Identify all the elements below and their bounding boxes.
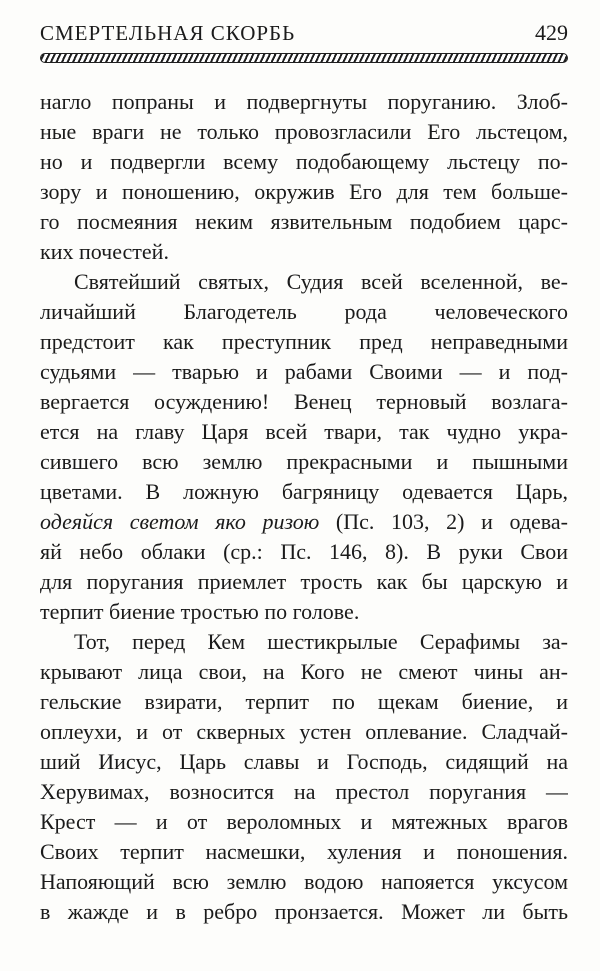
body-text: ется на главу Царя всей твари, так чудно укра- (40, 419, 568, 444)
body-text: яй небо облаки (ср.: Пс. 146, 8). В руки Свои (40, 539, 568, 564)
text-line (40, 657, 568, 687)
text-line (40, 747, 568, 777)
text-line (40, 297, 568, 327)
body-text: но и подвергли всему подобающему льстецу по- (40, 149, 568, 174)
text-line (40, 357, 568, 387)
quote-italic-text: одеяйся светом яко ризою (40, 509, 320, 534)
body-text: в жажде и в ребро пронзается. Может ли быть (40, 899, 568, 924)
body-text: для поругания приемлет трость как бы царскую и (40, 569, 568, 594)
body-text: вергается осуждению! Венец терновый возлага- (40, 389, 568, 414)
text-block (40, 87, 568, 927)
body-text: Тот, перед Кем шестикрылые Серафимы за- (74, 629, 568, 654)
text-line (40, 147, 568, 177)
body-text: (Пс. 103, 2) и одева- (319, 509, 568, 534)
body-text: цветами. В ложную багряницу одевается Царь, (40, 479, 568, 504)
rope-divider (40, 53, 568, 63)
chapter-title: СМЕРТЕЛЬНАЯ СКОРБЬ (40, 21, 296, 45)
body-text: терпит биение тростью по голове. (40, 599, 360, 624)
body-text: Херувимах, возносится на престол поругания — (40, 779, 568, 804)
text-line (40, 897, 568, 927)
running-head (40, 20, 568, 46)
text-line (40, 837, 568, 867)
body-text: зору и поношению, окружив Его для тем больше- (40, 179, 568, 204)
text-line (40, 327, 568, 357)
text-line (40, 537, 568, 567)
paragraph (40, 267, 568, 627)
page-content (40, 20, 568, 927)
text-line (40, 867, 568, 897)
text-line (40, 177, 568, 207)
body-text: Крест — и от вероломных и мятежных врагов (40, 809, 568, 834)
text-line (40, 267, 568, 297)
text-line (40, 687, 568, 717)
body-text: го посмеяния неким язвительным подобием царс- (40, 209, 568, 234)
body-text: Святейший святых, Судия всей вселенной, ве- (74, 269, 568, 294)
text-line (40, 87, 568, 117)
text-line (40, 567, 568, 597)
body-text: судьями — тварью и рабами Своими — и под- (40, 359, 568, 384)
text-line (40, 807, 568, 837)
body-text: гельские взирати, терпит по щекам биение, и (40, 689, 568, 714)
text-line (40, 627, 568, 657)
body-text: оплеухи, и от скверных устен оплевание. Сладчай- (40, 719, 568, 744)
body-text: личайший Благодетель рода человеческого (40, 299, 568, 324)
body-text: ких почестей. (40, 239, 169, 264)
body-text: нагло попраны и подвергнуты поруганию. Злоб- (40, 89, 568, 114)
text-line (40, 507, 568, 537)
text-line (40, 777, 568, 807)
text-line (40, 477, 568, 507)
body-text: Своих терпит насмешки, хуления и поношения. (40, 839, 568, 864)
text-line (40, 717, 568, 747)
text-line (40, 207, 568, 237)
page-number: 429 (535, 20, 568, 45)
text-line (40, 117, 568, 147)
text-line (40, 417, 568, 447)
text-line (40, 597, 568, 627)
body-text: крывают лица свои, на Кого не смеют чины ан- (40, 659, 568, 684)
text-line (40, 237, 568, 267)
body-text: ные враги не только провозгласили Его льстецом, (40, 119, 568, 144)
text-line (40, 447, 568, 477)
body-text: ший Иисус, Царь славы и Господь, сидящий на (40, 749, 568, 774)
body-text: Напояющий всю землю водою напояется уксусом (40, 869, 568, 894)
body-text: сившего всю землю прекрасными и пышными (40, 449, 568, 474)
body-text: предстоит как преступник пред неправедными (40, 329, 568, 354)
paragraph (40, 87, 568, 267)
paragraph (40, 627, 568, 927)
text-line (40, 387, 568, 417)
